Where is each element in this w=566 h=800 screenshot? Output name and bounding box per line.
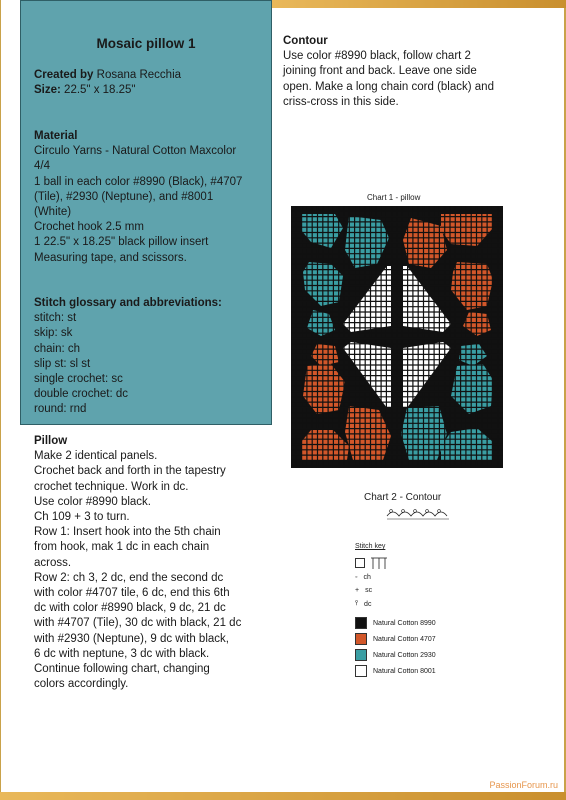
glossary-line: slip st: sl st	[34, 357, 91, 370]
pillow-line: with color #4707 tile, 6 dc, end this 6th	[34, 587, 230, 600]
key-color-label: Natural Cotton 2930	[373, 651, 436, 659]
created-by	[34, 68, 270, 83]
color-swatch	[355, 633, 367, 645]
created-by-value: Rosana Recchia	[96, 69, 182, 81]
stitch-glossary-section	[34, 296, 270, 418]
material-section	[34, 129, 270, 266]
pillow-line: Crochet back and forth in the tapestry	[34, 465, 226, 478]
contour-line: open. Make a long chain cord (black) and	[283, 80, 494, 93]
color-swatch	[355, 649, 367, 661]
material-line: Crochet hook 2.5 mm	[34, 221, 144, 234]
key-color-label: Natural Cotton 8001	[373, 667, 436, 675]
chart1-pillow-grid	[291, 206, 503, 468]
key-color-2930	[355, 649, 436, 661]
pillow-line: with #4707 (Tile), 30 dc with black, 21 dc	[34, 617, 242, 630]
glossary-heading: Stitch glossary and abbreviations:	[34, 297, 222, 309]
glossary-line: round: rnd	[34, 403, 87, 416]
key-sc-label: sc	[365, 587, 373, 594]
glossary-line: chain: ch	[34, 342, 81, 355]
pillow-heading: Pillow	[34, 435, 68, 447]
chart2-label: Chart 2 - Contour	[364, 492, 442, 503]
material-line: (White)	[34, 206, 72, 219]
key-sc	[355, 587, 372, 594]
chart2-contour-diagram	[385, 506, 451, 520]
bottom-border	[0, 792, 566, 800]
dc-cluster-icon	[370, 556, 390, 570]
key-color-label: Natural Cotton 4707	[373, 635, 436, 643]
empty-square-symbol	[355, 558, 365, 568]
color-swatch	[355, 617, 367, 629]
contour-heading: Contour	[283, 35, 328, 47]
size-value: 22.5" x 18.25"	[64, 84, 136, 96]
size-label: Size:	[34, 84, 61, 96]
pillow-line: Use color #8990 black.	[34, 495, 151, 508]
material-line: (Tile), #2930 (Neptune), and #8001	[34, 190, 214, 203]
created-by-label: Created by	[34, 69, 94, 81]
key-ch-label: ch	[363, 574, 371, 581]
glossary-line: double crochet: dc	[34, 388, 128, 401]
stitch-key-heading: Stitch key	[355, 543, 386, 550]
contour-line: criss-cross in this side.	[283, 95, 399, 108]
chain-symbol-icon: ◦	[355, 574, 358, 581]
pillow-line: across.	[34, 556, 72, 569]
watermark: PassionForum.ru	[489, 780, 558, 790]
material-line: Measuring tape, and scissors.	[34, 251, 187, 264]
pillow-line: Row 2: ch 3, 2 dc, end the second dc	[34, 571, 224, 584]
sc-symbol-icon: +	[355, 587, 360, 594]
page-title: Mosaic pillow 1	[96, 36, 196, 51]
material-line: 1 22.5" x 18.25" black pillow insert	[34, 236, 209, 249]
material-heading: Material	[34, 130, 78, 142]
key-dc-label: dc	[364, 600, 372, 608]
pillow-line: Row 1: Insert hook into the 5th chain	[34, 526, 221, 539]
contour-line: Use color #8990 black, follow chart 2	[283, 50, 471, 63]
pillow-line: 6 dc with neptune, 3 dc with black.	[34, 647, 210, 660]
pillow-line: crochet technique. Work in dc.	[34, 480, 189, 493]
key-color-8001	[355, 665, 436, 677]
pillow-line: from hook, mak 1 dc in each chain	[34, 541, 210, 554]
pillow-section	[34, 434, 274, 692]
size	[34, 83, 270, 98]
key-color-4707	[355, 633, 436, 645]
material-line: 4/4	[34, 160, 50, 173]
pillow-line: colors accordingly.	[34, 678, 129, 691]
glossary-line: stitch: st	[34, 312, 77, 325]
pillow-line: Continue following chart, changing	[34, 663, 210, 676]
key-ch	[355, 574, 371, 581]
contour-line: joining front and back. Leave one side	[283, 65, 477, 78]
key-dc	[355, 600, 371, 608]
material-line: 1 ball in each color #8990 (Black), #4707	[34, 175, 243, 188]
contour-section	[283, 34, 533, 110]
chart1-label: Chart 1 - pillow	[367, 193, 421, 202]
color-swatch	[355, 665, 367, 677]
key-color-label: Natural Cotton 8990	[373, 619, 436, 627]
glossary-line: single crochet: sc	[34, 373, 123, 386]
pillow-line: dc with color #8990 black, 9 dc, 21 dc	[34, 602, 226, 615]
pillow-line: Make 2 identical panels.	[34, 450, 158, 463]
pillow-line: Ch 109 + 3 to turn.	[34, 511, 130, 524]
key-color-8990	[355, 617, 436, 629]
pillow-line: with #2930 (Neptune), 9 dc with black,	[34, 632, 229, 645]
dc-symbol-icon: ⫯	[355, 600, 359, 607]
material-line: Circulo Yarns - Natural Cotton Maxcolor	[34, 145, 237, 158]
glossary-line: skip: sk	[34, 327, 73, 340]
